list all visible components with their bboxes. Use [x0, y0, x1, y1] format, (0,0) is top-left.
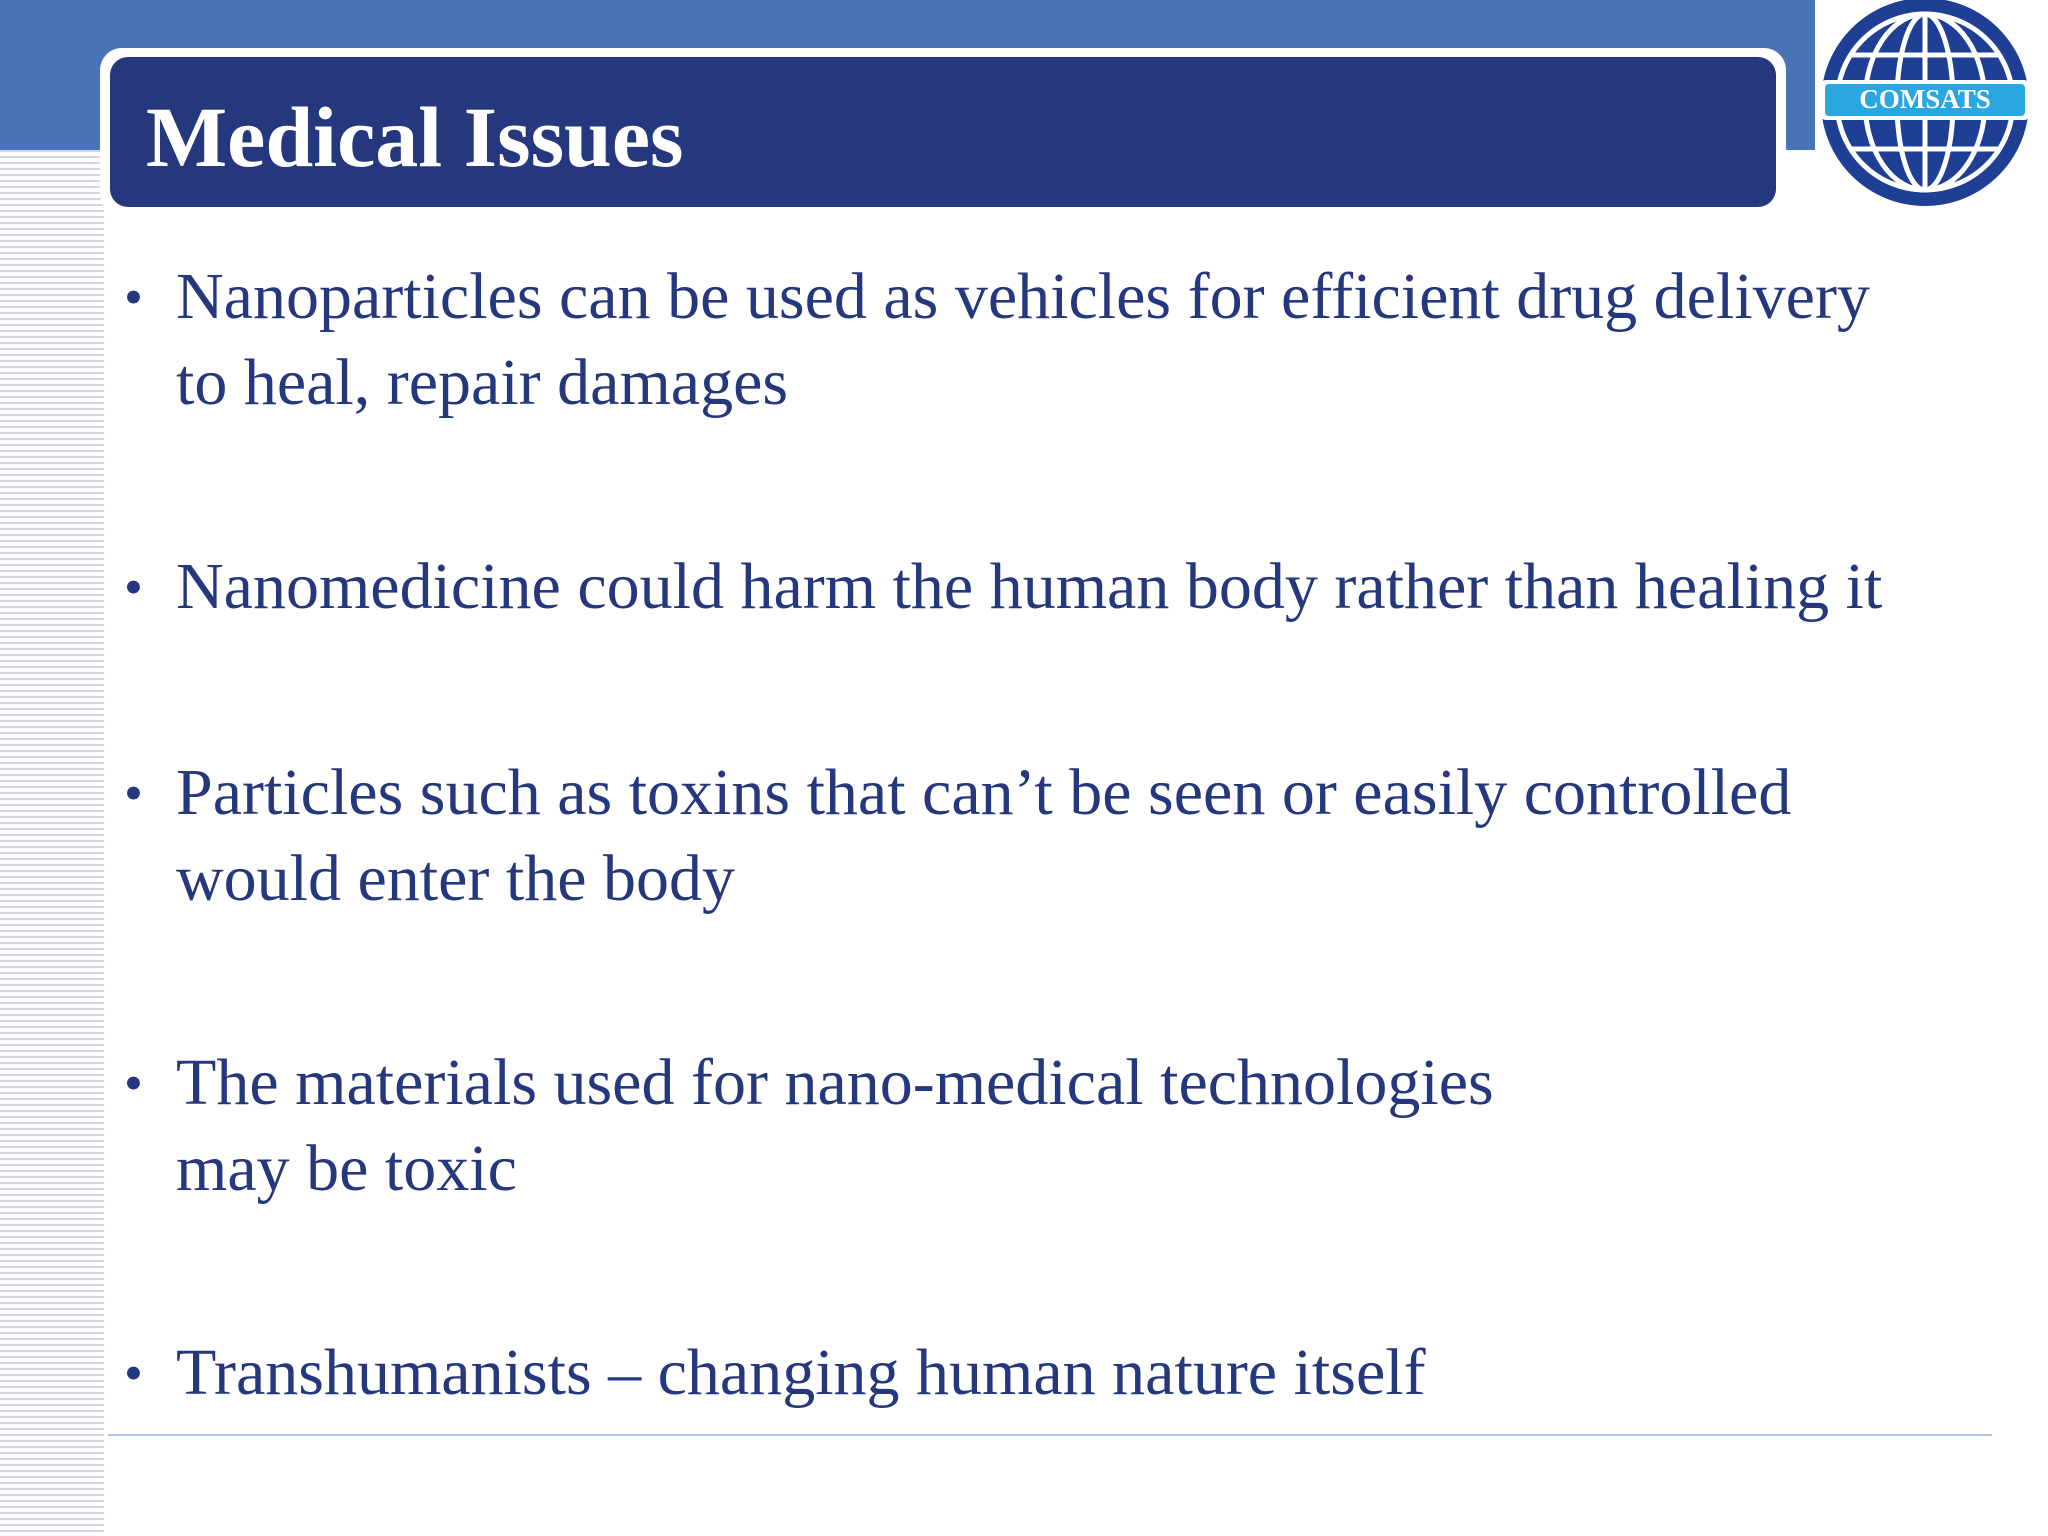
bullet-text: The materials used for nano-medical technologies may be toxic	[176, 1046, 1494, 1205]
bullet-text: Particles such as toxins that can’t be seen or easily controlled would enter the body	[176, 756, 1792, 915]
bullet-text: Transhumanists – changing human nature itself	[176, 1336, 1426, 1409]
bullet-glyph: •	[124, 1343, 143, 1403]
bullet-text: Nanomedicine could harm the human body rather than healing it	[176, 550, 1883, 623]
bullet-glyph: •	[124, 1053, 143, 1113]
bullet-item	[124, 544, 2024, 630]
bullet-text: Nanoparticles can be used as vehicles for efficient drug delivery to heal, repair damages	[176, 260, 1870, 419]
slide-title: Medical Issues	[146, 89, 684, 185]
bullet-glyph: •	[124, 557, 143, 617]
bullet-item	[124, 254, 2024, 426]
bullet-item	[124, 750, 2024, 922]
logo-text: COMSATS	[1859, 84, 1991, 114]
bullet-glyph: •	[124, 267, 143, 327]
footer-divider	[108, 1434, 1992, 1436]
bullet-item	[124, 1330, 2024, 1416]
bullet-item	[124, 1040, 2024, 1212]
bullet-glyph: •	[124, 763, 143, 823]
